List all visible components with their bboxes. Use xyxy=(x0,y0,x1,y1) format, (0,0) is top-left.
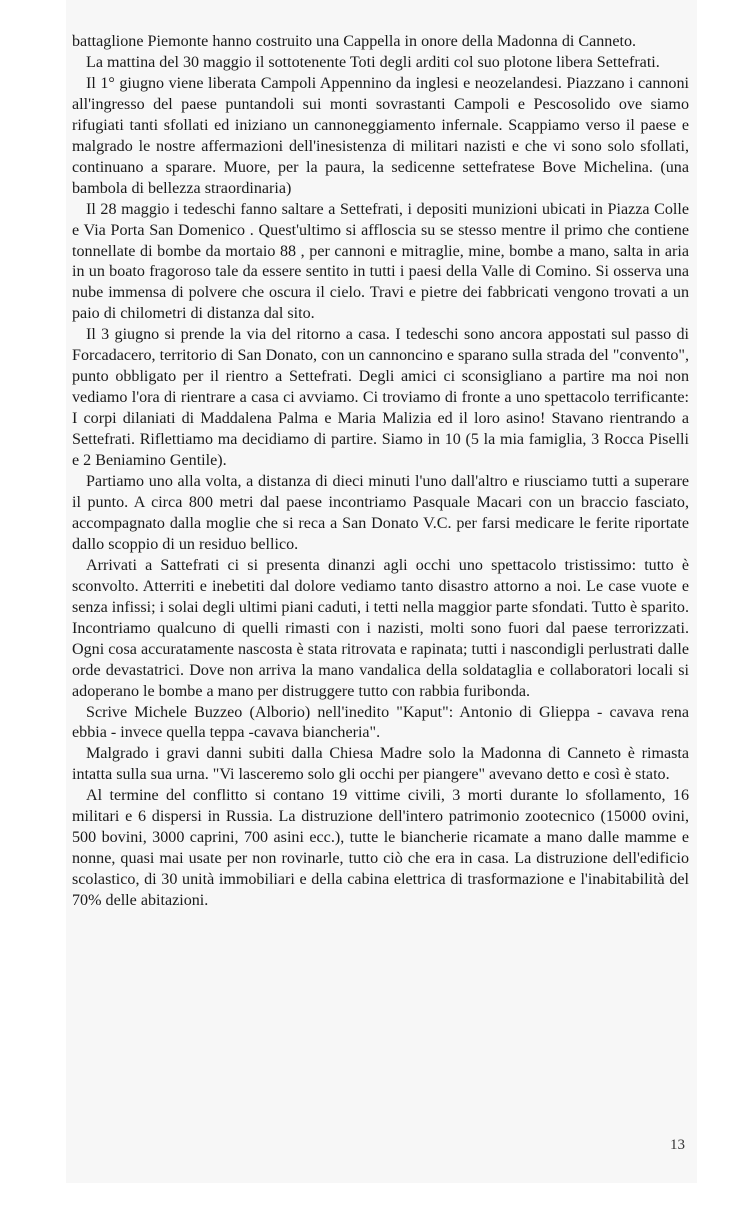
paragraph: Malgrado i gravi danni subiti dalla Chiesa Madre solo la Madonna di Canneto è rimasta intatta sulla sua urna. "Vi lasceremo solo gli occhi per piangere" avevano detto e così è stato. xyxy=(72,745,689,784)
paragraph: Al termine del conflitto si contano 19 vittime civili, 3 morti durante lo sfollamento, 16 militari e 6 dispersi in Russia. La distruzione dell'intero patrimonio zootecnico (15000 ovini, 500 bovini, 3000 caprini, 700 asini ecc.), tutte le biancherie ricamate a mano dalle mamme e nonne, quasi mai usate per non rovinarle, tutto ciò che era in casa. La distruzione dell'edificio scolastico, di 30 unità immobiliari e della cabina elettrica di trasformazione e l'inabitabilità del 70% delle abitazioni. xyxy=(72,787,689,910)
paragraph: battaglione Piemonte hanno costruito una Cappella in onore della Madonna di Canneto. xyxy=(72,33,637,50)
paragraph: Il 1° giugno viene liberata Campoli Appennino da inglesi e neozelandesi. Piazzano i cannoni all'ingresso del paese puntandoli sui monti sovrastanti Campoli e Pescosolido ove siamo rifugiati tanti sfollati ed iniziano un cannoneggiamento infernale. Scappiamo verso il paese e malgrado le nostre affermazioni dell'inesistenza di militari nazisti e che vi sono solo sfollati, continuano a sparare. Muore, per la paura, la sedicenne settefratese Bove Michelina. (una bambola di bellezza straordinaria) xyxy=(72,74,689,197)
paragraph: Partiamo uno alla volta, a distanza di dieci minuti l'uno dall'altro e riusciamo tutti a superare il punto. A circa 800 metri dal paese incontriamo Pasquale Macari con un braccio fasciato, accompagnato dalla moglie che si reca a San Donato V.C. per farsi medicare le ferite riportate dallo scoppio di un residuo bellico. xyxy=(72,473,689,553)
document-body xyxy=(72,32,689,912)
paragraph: Scrive Michele Buzzeo (Alborio) nell'inedito "Kaput": Antonio di Glieppa - cavava rena ebbia - invece quella teppa -cavava biancheria". xyxy=(72,703,689,742)
paragraph: La mattina del 30 maggio il sottotenente Toti degli arditi col suo plotone libera Settefrati. xyxy=(86,53,660,71)
paragraph: Arrivati a Sattefrati ci si presenta dinanzi agli occhi uno spettacolo tristissimo: tutto è sconvolto. Atterriti e inebetiti dal dolore vediamo tanto disastro attorno a noi. Le case vuote e senza infissi; i solai degli ultimi piani caduti, i tetti nella maggior parte sfondati. Tutto è sparito. Incontriamo qualcuno di quelli rimasti con i nazisti, molti sono fuori dal paese terrorizzati. Ogni cosa accuratamente nascosta è stata ritrovata e rapinata; tutti i nascondigli perlustrati dalle orde devastatrici. Dove non arriva la mano vandalica della soldataglia e collaboratori locali si adoperano le bombe a mano per distruggere tutto con rabbia furibonda. xyxy=(72,556,689,700)
paragraph: Il 3 giugno si prende la via del ritorno a casa. I tedeschi sono ancora appostati sul passo di Forcadacero, territorio di San Donato, con un cannoncino e sparano sulla strada del "convento", punto obbligato per il rientro a Settefrati. Degli amici ci sconsigliano a partire ma noi non vediamo l'ora di rientrare a casa ci avviamo. Ci troviamo di fronte a uno spettacolo terrificante: I corpi dilaniati di Maddalena Palma e Maria Malizia ed il loro asino! Stavano rientrando a Settefrati. Riflettiamo ma decidiamo di partire. Siamo in 10 (5 la mia famiglia, 3 Rocca Piselli e 2 Beniamino Gentile). xyxy=(72,326,689,470)
paragraph: Il 28 maggio i tedeschi fanno saltare a Settefrati, i depositi munizioni ubicati in Piazza Colle e Via Porta San Domenico . Quest'ultimo si affloscia su se stesso mentre il primo che contiene tonnellate di bombe da mortaio 88 , per cannoni e mitraglie, mine, bombe a mano, salta in aria in un boato fragoroso tale da essere sentito in tutti i paesi della Valle di Comino. Si osserva una nube immensa di polvere che oscura il cielo. Travi e pietre dei fabbricati vengono trovati a un paio di chilometri di distanza dal sito. xyxy=(72,200,689,323)
page-number: 13 xyxy=(670,1137,685,1153)
